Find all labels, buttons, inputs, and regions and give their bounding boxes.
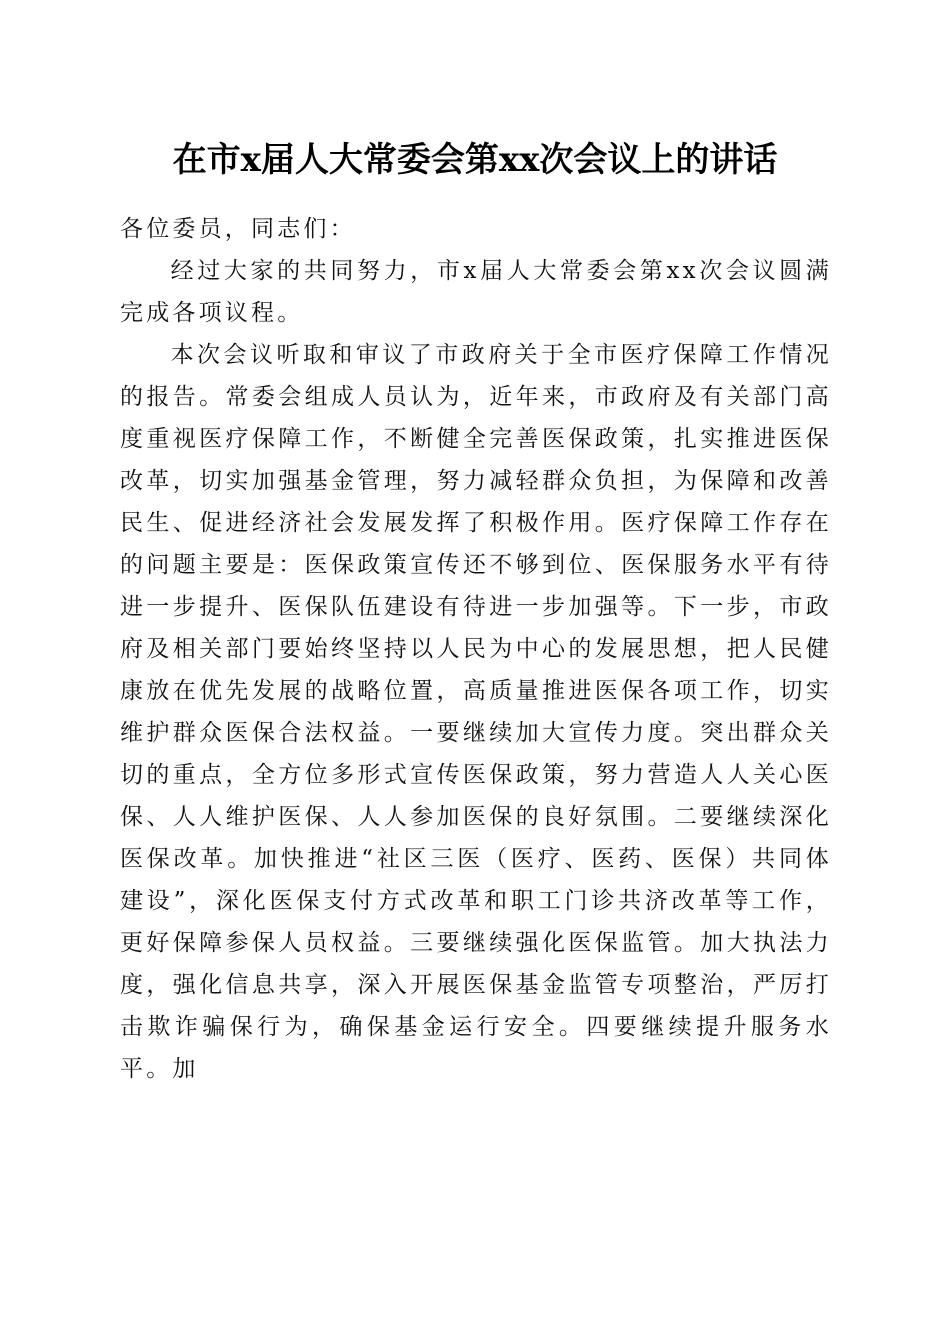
document-title: 在市x届人大常委会第xx次会议上的讲话	[172, 140, 778, 180]
document-body	[120, 208, 832, 1090]
salutation: 各位委员，同志们：	[120, 216, 356, 242]
paragraph-1: 经过大家的共同努力，市x届人大常委会第xx次会议圆满完成各项议程。	[120, 258, 832, 326]
paragraph-2: 本次会议听取和审议了市政府关于全市医疗保障工作情况的报告。常委会组成人员认为，近年来，市政府及有关部门高度重视医疗保障工作，不断健全完善医保政策，扎实推进医保改革，切实加强基金管理，努力减轻群众负担，为保障和改善民生、促进经济社会发展发挥了积极作用。医疗保障工作存在的问题主要是：医保政策宣传还不够到位、医保服务水平有待进一步提升、医保队伍建设有待进一步加强等。下一步，市政府及相关部门要始终坚持以人民为中心的发展思想，把人民健康放在优先发展的战略位置，高质量推进医保各项工作，切实维护群众医保合法权益。一要继续加大宣传力度。突出群众关切的重点，全方位多形式宣传医保政策，努力营造人人关心医保、人人维护医保、人人参加医保的良好氛围。二要继续深化医保改革。加快推进“社区三医（医疗、医药、医保）共同体建设”，深化医保支付方式改革和职工门诊共济改革等工作，更好保障参保人员权益。三要继续强化医保监管。加大执法力度，强化信息共享，深入开展医保基金监管专项整治，严厉打击欺诈骗保行为，确保基金运行安全。四要继续提升服务水平。加	[120, 342, 832, 1082]
